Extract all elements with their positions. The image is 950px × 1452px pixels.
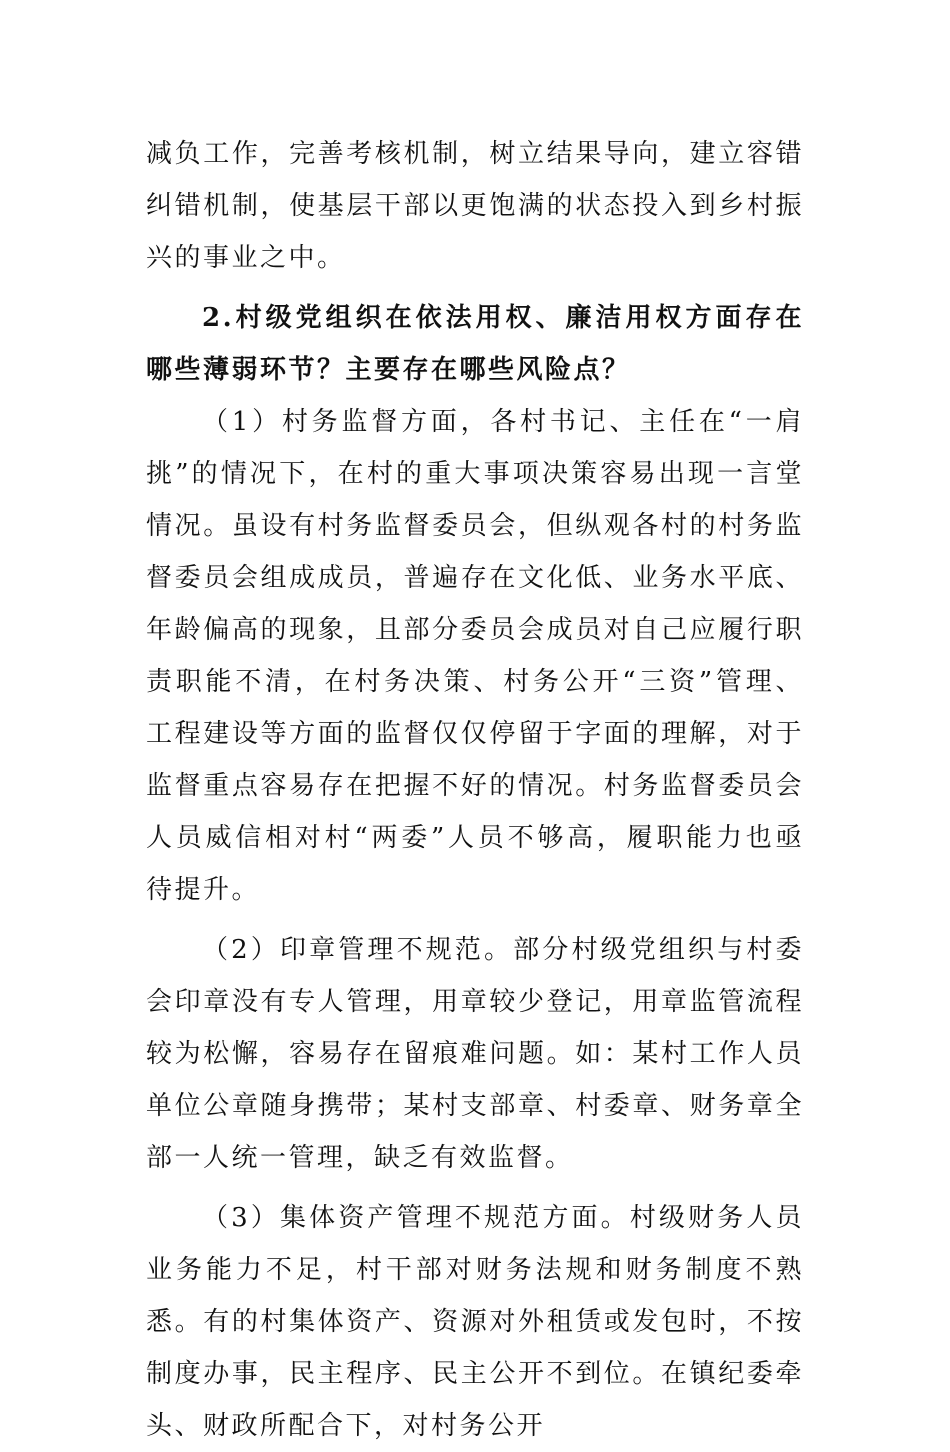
document-body (146, 128, 804, 1452)
paragraph-seal-management: （2）印章管理不规范。部分村级党组织与村委会印章没有专人管理，用章较少登记，用章监管流程较为松懈，容易存在留痕难问题。如：某村工作人员单位公章随身携带；某村支部章、村委章、财务章全部一人统一管理，缺乏有效监督。 (146, 935, 804, 1173)
paragraph-continuation: 减负工作，完善考核机制，树立结果导向，建立容错纠错机制，使基层干部以更饱满的状态投入到乡村振兴的事业之中。 (146, 139, 804, 273)
paragraph-village-supervision: （1）村务监督方面，各村书记、主任在“一肩挑”的情况下，在村的重大事项决策容易出现一言堂情况。虽设有村务监督委员会，但纵观各村的村务监督委员会组成成员，普遍存在文化低、业务水平底、年龄偏高的现象，且部分委员会成员对自己应履行职责职能不清，在村务决策、村务公开“三资”管理、工程建设等方面的监督仅仅停留于字面的理解，对于监督重点容易存在把握不好的情况。村务监督委员会人员威信相对村“两委”人员不够高，履职能力也亟待提升。 (146, 407, 804, 905)
paragraph-asset-management: （3）集体资产管理不规范方面。村级财务人员业务能力不足，村干部对财务法规和财务制度不熟悉。有的村集体资产、资源对外租赁或发包时，不按制度办事，民主程序、民主公开不到位。在镇纪委牵头、财政所配合下，对村务公开 (146, 1203, 804, 1441)
section-heading: 2.村级党组织在依法用权、廉洁用权方面存在哪些薄弱环节？主要存在哪些风险点？ (146, 303, 804, 385)
